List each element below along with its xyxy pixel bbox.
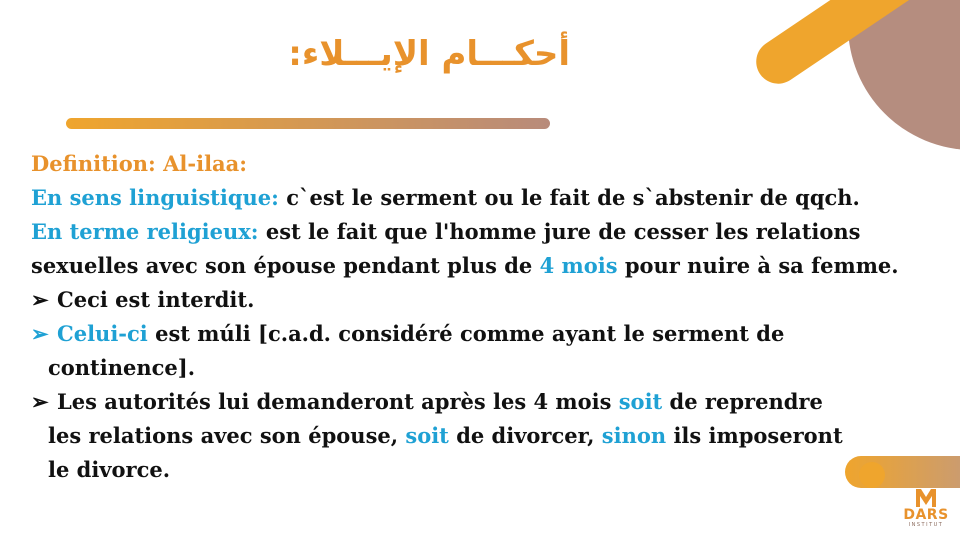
- bullet-item-3: [31, 385, 921, 419]
- bullet-3-soit-2: soit: [405, 423, 449, 448]
- slide-title: أحكـــام الإيـــلاء:: [288, 34, 570, 74]
- arrow-bullet-icon: ➢: [31, 389, 49, 414]
- arrow-bullet-icon: ➢: [31, 321, 49, 346]
- bullet-3-text-a: Les autorités lui demanderont après les 4 mois: [57, 389, 619, 414]
- religious-text-after: pour nuire à sa femme.: [617, 253, 899, 278]
- bullet-3-text-b: de reprendre: [662, 389, 823, 414]
- bullet-3-line2-b: de divorcer,: [448, 423, 602, 448]
- linguistic-text: c`est le serment ou le fait de s`abstenir de qqch.: [278, 185, 860, 210]
- bullet-2-highlight: Celui-ci: [57, 321, 148, 346]
- bullet-item-3-line-3: [31, 453, 921, 487]
- bullet-item-2: [31, 317, 921, 351]
- logo-text: DARS: [903, 507, 949, 523]
- bullet-item-3-line-2: [31, 419, 921, 453]
- linguistic-label: En sens linguistique:: [31, 185, 279, 210]
- bullet-item-1: [31, 283, 921, 317]
- religious-text-before: est le fait que l'homme jure de cesser les relations sexuelles avec son épouse pendant plus de: [31, 219, 861, 278]
- logo-mark-icon: [913, 486, 939, 508]
- religious-highlight: 4 mois: [539, 253, 618, 278]
- arrow-bullet-icon: ➢: [31, 287, 49, 312]
- dars-logo: [898, 484, 954, 540]
- religious-definition: [31, 215, 921, 283]
- definition-heading: Definition: Al-ilaa:: [31, 151, 248, 176]
- bullet-item-2-continuation: [31, 351, 921, 385]
- logo-subtext: INSTITUT: [908, 522, 944, 528]
- bullet-2-text-line1: est múli [c.a.d. considéré comme ayant le serment de: [147, 321, 785, 346]
- bullet-2-text-line2: continence].: [48, 355, 196, 380]
- bullet-1-text: Ceci est interdit.: [57, 287, 255, 312]
- bullet-3-line2-a: les relations avec son épouse,: [48, 423, 406, 448]
- slide-content: [31, 147, 921, 487]
- title-underline-bar: [66, 118, 550, 129]
- bullet-3-line3: le divorce.: [48, 457, 171, 482]
- bullet-3-soit-1: soit: [618, 389, 663, 414]
- bullet-3-sinon: sinon: [601, 423, 667, 448]
- religious-label: En terme religieux:: [31, 219, 259, 244]
- bullet-3-line2-c: ils imposeront: [666, 423, 843, 448]
- linguistic-definition: [31, 181, 921, 215]
